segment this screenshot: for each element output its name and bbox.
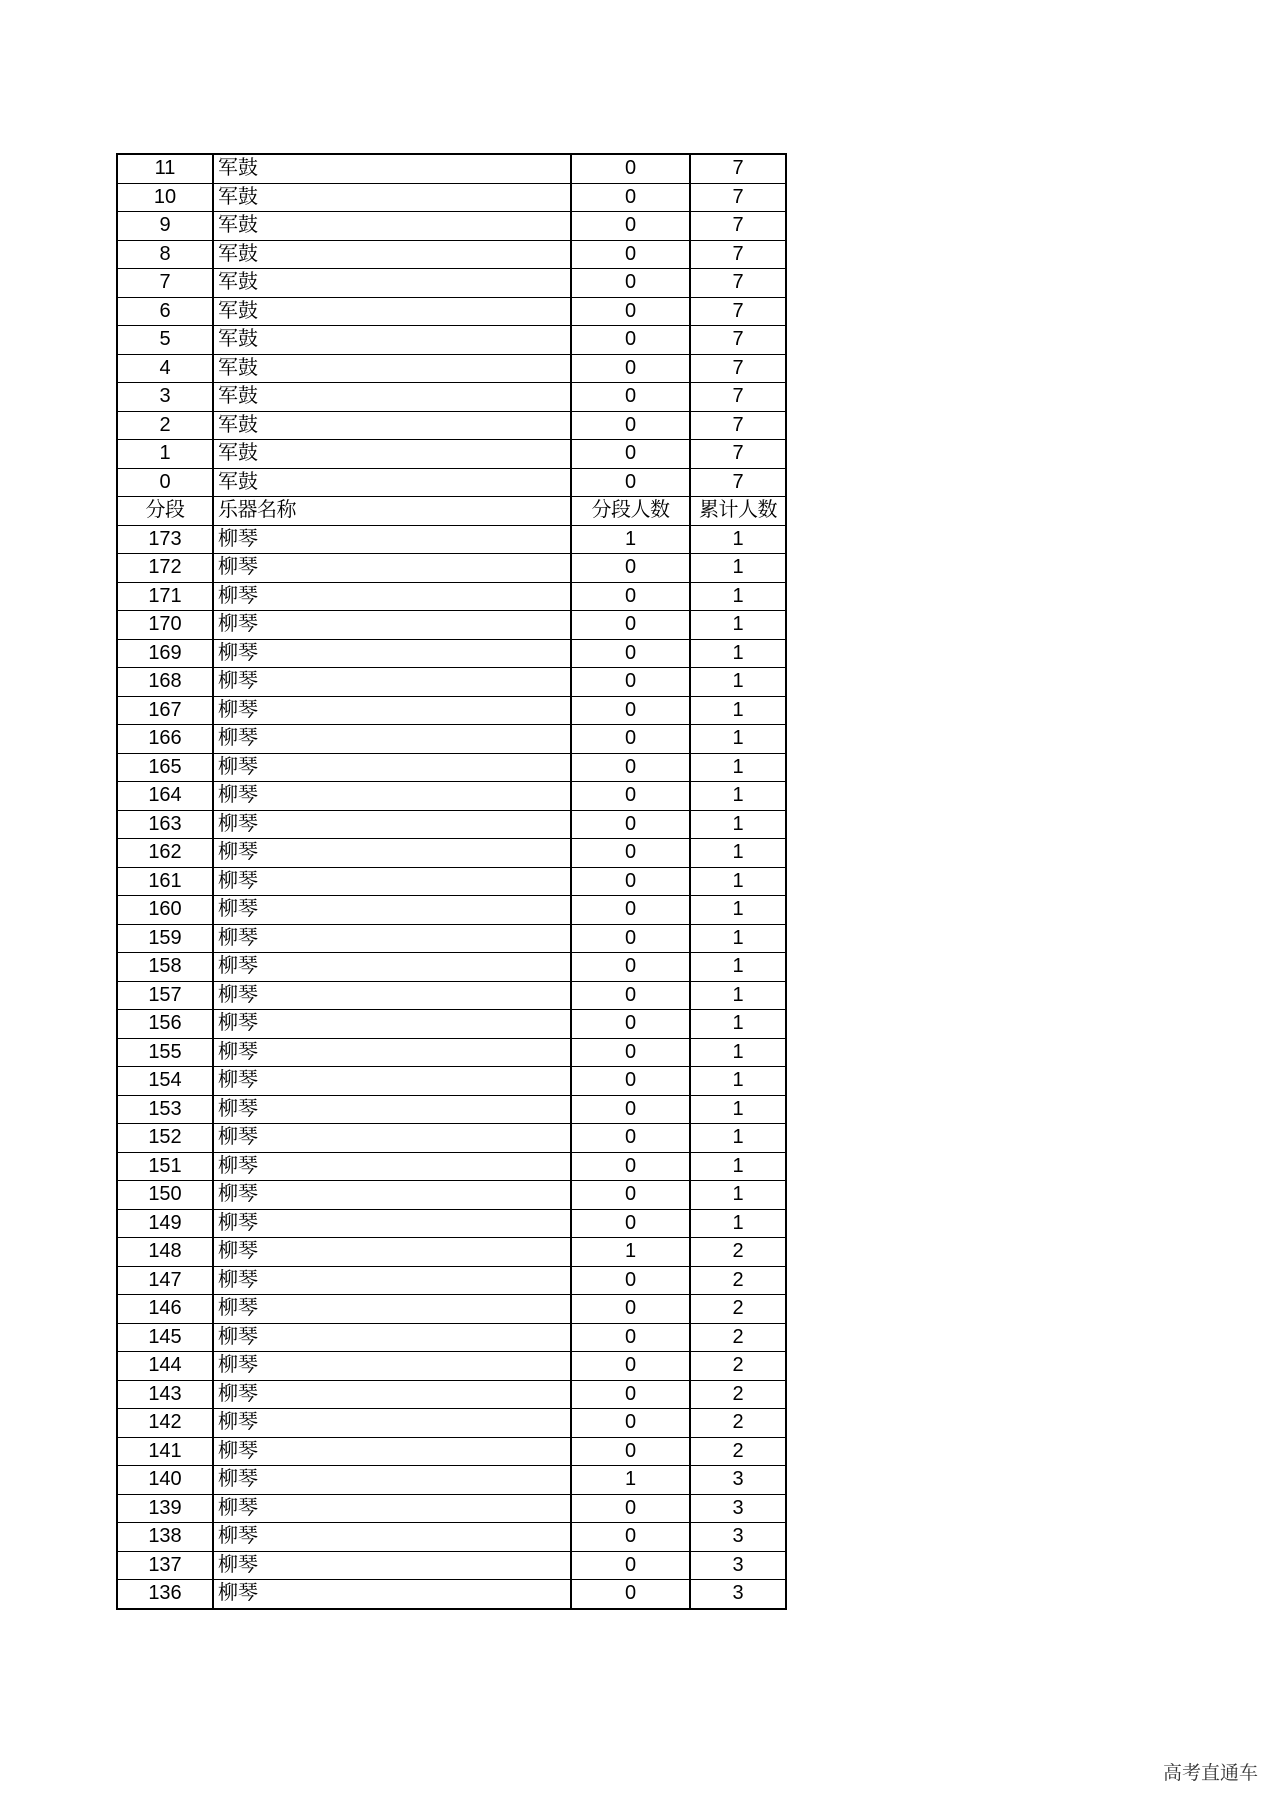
table-row bbox=[117, 953, 786, 982]
instrument-cell: 柳琴 bbox=[213, 725, 571, 754]
table-row bbox=[117, 354, 786, 383]
segment-count-cell: 0 bbox=[571, 725, 690, 754]
cumulative-count-cell: 2 bbox=[690, 1409, 786, 1438]
segment-count-cell: 0 bbox=[571, 1380, 690, 1409]
segment-count-cell: 0 bbox=[571, 1295, 690, 1324]
segment-count-cell: 0 bbox=[571, 1580, 690, 1609]
cumulative-count-cell: 1 bbox=[690, 611, 786, 640]
table-row bbox=[117, 981, 786, 1010]
table-row bbox=[117, 1323, 786, 1352]
segment-count-cell: 0 bbox=[571, 240, 690, 269]
cumulative-count-cell: 2 bbox=[690, 1238, 786, 1267]
table-row bbox=[117, 782, 786, 811]
table-row bbox=[117, 867, 786, 896]
score-cell: 159 bbox=[117, 924, 213, 953]
score-cell: 149 bbox=[117, 1209, 213, 1238]
segment-count-cell: 0 bbox=[571, 782, 690, 811]
segment-count-cell: 0 bbox=[571, 383, 690, 412]
table-row bbox=[117, 753, 786, 782]
table-row bbox=[117, 1295, 786, 1324]
score-cell: 166 bbox=[117, 725, 213, 754]
segment-count-cell: 0 bbox=[571, 1181, 690, 1210]
segment-count-cell: 0 bbox=[571, 611, 690, 640]
cumulative-count-cell: 3 bbox=[690, 1494, 786, 1523]
segment-count-cell: 1 bbox=[571, 1466, 690, 1495]
table-row bbox=[117, 839, 786, 868]
instrument-cell: 军鼓 bbox=[213, 183, 571, 212]
instrument-cell: 柳琴 bbox=[213, 867, 571, 896]
cumulative-count-cell: 1 bbox=[690, 582, 786, 611]
instrument-cell: 柳琴 bbox=[213, 1209, 571, 1238]
score-cell: 150 bbox=[117, 1181, 213, 1210]
table-row bbox=[117, 639, 786, 668]
cumulative-count-cell: 2 bbox=[690, 1352, 786, 1381]
table-row bbox=[117, 1494, 786, 1523]
table-row bbox=[117, 1238, 786, 1267]
cumulative-count-cell: 7 bbox=[690, 240, 786, 269]
score-cell: 11 bbox=[117, 154, 213, 183]
segment-count-cell: 0 bbox=[571, 981, 690, 1010]
instrument-cell: 柳琴 bbox=[213, 953, 571, 982]
segment-count-cell: 0 bbox=[571, 839, 690, 868]
score-cell: 172 bbox=[117, 554, 213, 583]
segment-count-cell: 0 bbox=[571, 924, 690, 953]
score-cell: 5 bbox=[117, 326, 213, 355]
cumulative-count-cell: 7 bbox=[690, 183, 786, 212]
instrument-cell: 柳琴 bbox=[213, 1523, 571, 1552]
table-row bbox=[117, 924, 786, 953]
cumulative-count-cell: 1 bbox=[690, 896, 786, 925]
instrument-cell: 柳琴 bbox=[213, 1095, 571, 1124]
segment-count-cell: 0 bbox=[571, 896, 690, 925]
cumulative-count-cell: 7 bbox=[690, 354, 786, 383]
table-row bbox=[117, 1266, 786, 1295]
instrument-cell: 柳琴 bbox=[213, 924, 571, 953]
table-row bbox=[117, 411, 786, 440]
segment-count-cell: 0 bbox=[571, 753, 690, 782]
cumulative-count-cell: 3 bbox=[690, 1466, 786, 1495]
cumulative-count-cell: 2 bbox=[690, 1380, 786, 1409]
instrument-cell: 军鼓 bbox=[213, 240, 571, 269]
table-row bbox=[117, 725, 786, 754]
segment-count-cell: 0 bbox=[571, 582, 690, 611]
score-cell: 152 bbox=[117, 1124, 213, 1153]
score-cell: 154 bbox=[117, 1067, 213, 1096]
cumulative-count-cell: 7 bbox=[690, 269, 786, 298]
instrument-cell: 柳琴 bbox=[213, 582, 571, 611]
cumulative-count-cell: 1 bbox=[690, 1038, 786, 1067]
instrument-cell: 军鼓 bbox=[213, 326, 571, 355]
cumulative-count-cell: 1 bbox=[690, 753, 786, 782]
score-cell: 140 bbox=[117, 1466, 213, 1495]
instrument-cell: 军鼓 bbox=[213, 269, 571, 298]
cumulative-count-cell: 2 bbox=[690, 1266, 786, 1295]
table-row bbox=[117, 896, 786, 925]
table-row bbox=[117, 183, 786, 212]
score-cell: 171 bbox=[117, 582, 213, 611]
table-row bbox=[117, 1466, 786, 1495]
table-row bbox=[117, 154, 786, 183]
score-cell: 167 bbox=[117, 696, 213, 725]
instrument-cell: 柳琴 bbox=[213, 1380, 571, 1409]
cumulative-count-cell: 1 bbox=[690, 782, 786, 811]
instrument-cell: 军鼓 bbox=[213, 411, 571, 440]
cumulative-count-cell: 1 bbox=[690, 639, 786, 668]
instrument-cell: 柳琴 bbox=[213, 1124, 571, 1153]
segment-count-cell: 1 bbox=[571, 525, 690, 554]
cumulative-count-cell: 7 bbox=[690, 411, 786, 440]
segment-count-cell: 0 bbox=[571, 1038, 690, 1067]
instrument-cell: 军鼓 bbox=[213, 383, 571, 412]
instrument-cell: 柳琴 bbox=[213, 1067, 571, 1096]
score-cell: 158 bbox=[117, 953, 213, 982]
instrument-cell: 柳琴 bbox=[213, 1152, 571, 1181]
score-cell: 4 bbox=[117, 354, 213, 383]
segment-count-cell: 0 bbox=[571, 1095, 690, 1124]
cumulative-count-cell: 1 bbox=[690, 839, 786, 868]
table-row bbox=[117, 611, 786, 640]
score-cell: 9 bbox=[117, 212, 213, 241]
cumulative-count-cell: 1 bbox=[690, 1209, 786, 1238]
table-row bbox=[117, 1124, 786, 1153]
cumulative-count-cell: 7 bbox=[690, 468, 786, 497]
instrument-cell: 军鼓 bbox=[213, 212, 571, 241]
table-row bbox=[117, 240, 786, 269]
instrument-cell: 柳琴 bbox=[213, 668, 571, 697]
segment-count-cell: 0 bbox=[571, 440, 690, 469]
instrument-cell: 乐器名称 bbox=[213, 497, 571, 526]
table-row bbox=[117, 440, 786, 469]
score-cell: 141 bbox=[117, 1437, 213, 1466]
table-row bbox=[117, 212, 786, 241]
segment-count-cell: 0 bbox=[571, 1067, 690, 1096]
instrument-cell: 柳琴 bbox=[213, 1437, 571, 1466]
cumulative-count-cell: 1 bbox=[690, 953, 786, 982]
instrument-cell: 柳琴 bbox=[213, 981, 571, 1010]
score-cell: 146 bbox=[117, 1295, 213, 1324]
table-row bbox=[117, 1551, 786, 1580]
score-cell: 10 bbox=[117, 183, 213, 212]
table-row bbox=[117, 1095, 786, 1124]
table-row bbox=[117, 468, 786, 497]
segment-count-cell: 0 bbox=[571, 297, 690, 326]
score-cell: 138 bbox=[117, 1523, 213, 1552]
score-cell: 173 bbox=[117, 525, 213, 554]
instrument-cell: 柳琴 bbox=[213, 554, 571, 583]
score-cell: 153 bbox=[117, 1095, 213, 1124]
score-cell: 151 bbox=[117, 1152, 213, 1181]
instrument-cell: 柳琴 bbox=[213, 1466, 571, 1495]
cumulative-count-cell: 1 bbox=[690, 924, 786, 953]
instrument-cell: 柳琴 bbox=[213, 839, 571, 868]
instrument-cell: 军鼓 bbox=[213, 297, 571, 326]
cumulative-count-cell: 1 bbox=[690, 1124, 786, 1153]
table-row bbox=[117, 1067, 786, 1096]
cumulative-count-cell: 1 bbox=[690, 525, 786, 554]
cumulative-count-cell: 7 bbox=[690, 212, 786, 241]
score-cell: 162 bbox=[117, 839, 213, 868]
table-row bbox=[117, 1580, 786, 1609]
table-row bbox=[117, 582, 786, 611]
segment-count-cell: 0 bbox=[571, 1437, 690, 1466]
score-cell: 3 bbox=[117, 383, 213, 412]
segment-count-cell: 0 bbox=[571, 269, 690, 298]
score-cell: 161 bbox=[117, 867, 213, 896]
table-row bbox=[117, 696, 786, 725]
score-cell: 169 bbox=[117, 639, 213, 668]
segment-count-cell: 0 bbox=[571, 154, 690, 183]
watermark-text: 高考直通车 bbox=[1162, 1762, 1258, 1784]
segment-count-cell: 0 bbox=[571, 1352, 690, 1381]
cumulative-count-cell: 7 bbox=[690, 440, 786, 469]
segment-count-cell: 0 bbox=[571, 953, 690, 982]
segment-count-cell: 0 bbox=[571, 696, 690, 725]
instrument-cell: 军鼓 bbox=[213, 354, 571, 383]
instrument-cell: 柳琴 bbox=[213, 1580, 571, 1609]
score-cell: 168 bbox=[117, 668, 213, 697]
segment-count-cell: 0 bbox=[571, 668, 690, 697]
instrument-cell: 柳琴 bbox=[213, 1295, 571, 1324]
segment-count-cell: 0 bbox=[571, 468, 690, 497]
table-row bbox=[117, 297, 786, 326]
segment-count-cell: 0 bbox=[571, 1152, 690, 1181]
table-row bbox=[117, 1010, 786, 1039]
segment-count-cell: 0 bbox=[571, 1523, 690, 1552]
score-cell: 156 bbox=[117, 1010, 213, 1039]
score-cell: 157 bbox=[117, 981, 213, 1010]
cumulative-count-cell: 1 bbox=[690, 1181, 786, 1210]
table-row bbox=[117, 1523, 786, 1552]
score-cell: 165 bbox=[117, 753, 213, 782]
instrument-cell: 柳琴 bbox=[213, 1551, 571, 1580]
score-distribution-table bbox=[116, 153, 787, 1610]
cumulative-count-cell: 1 bbox=[690, 554, 786, 583]
score-cell: 142 bbox=[117, 1409, 213, 1438]
table-row bbox=[117, 1437, 786, 1466]
score-cell: 164 bbox=[117, 782, 213, 811]
score-cell: 136 bbox=[117, 1580, 213, 1609]
instrument-cell: 柳琴 bbox=[213, 696, 571, 725]
cumulative-count-cell: 7 bbox=[690, 154, 786, 183]
cumulative-count-cell: 1 bbox=[690, 867, 786, 896]
instrument-cell: 柳琴 bbox=[213, 782, 571, 811]
cumulative-count-cell: 7 bbox=[690, 326, 786, 355]
cumulative-count-cell: 1 bbox=[690, 696, 786, 725]
table-row bbox=[117, 326, 786, 355]
instrument-cell: 军鼓 bbox=[213, 154, 571, 183]
cumulative-count-cell: 2 bbox=[690, 1295, 786, 1324]
score-cell: 160 bbox=[117, 896, 213, 925]
table-row bbox=[117, 810, 786, 839]
segment-count-cell: 0 bbox=[571, 639, 690, 668]
segment-count-cell: 0 bbox=[571, 1266, 690, 1295]
instrument-cell: 柳琴 bbox=[213, 1038, 571, 1067]
instrument-cell: 柳琴 bbox=[213, 611, 571, 640]
score-cell: 8 bbox=[117, 240, 213, 269]
instrument-cell: 柳琴 bbox=[213, 896, 571, 925]
cumulative-count-cell: 累计人数 bbox=[690, 497, 786, 526]
instrument-cell: 柳琴 bbox=[213, 1181, 571, 1210]
cumulative-count-cell: 7 bbox=[690, 297, 786, 326]
score-cell: 170 bbox=[117, 611, 213, 640]
instrument-cell: 柳琴 bbox=[213, 1238, 571, 1267]
score-cell: 148 bbox=[117, 1238, 213, 1267]
instrument-cell: 柳琴 bbox=[213, 810, 571, 839]
segment-count-cell: 0 bbox=[571, 1551, 690, 1580]
cumulative-count-cell: 2 bbox=[690, 1323, 786, 1352]
cumulative-count-cell: 3 bbox=[690, 1551, 786, 1580]
segment-count-cell: 0 bbox=[571, 183, 690, 212]
score-cell: 155 bbox=[117, 1038, 213, 1067]
cumulative-count-cell: 1 bbox=[690, 810, 786, 839]
table-header-row bbox=[117, 497, 786, 526]
segment-count-cell: 0 bbox=[571, 1010, 690, 1039]
table-row bbox=[117, 1352, 786, 1381]
table-row bbox=[117, 1409, 786, 1438]
instrument-cell: 柳琴 bbox=[213, 1323, 571, 1352]
score-cell: 145 bbox=[117, 1323, 213, 1352]
segment-count-cell: 0 bbox=[571, 1124, 690, 1153]
score-cell: 2 bbox=[117, 411, 213, 440]
segment-count-cell: 分段人数 bbox=[571, 497, 690, 526]
table-row bbox=[117, 1209, 786, 1238]
instrument-cell: 柳琴 bbox=[213, 1494, 571, 1523]
table-row bbox=[117, 554, 786, 583]
cumulative-count-cell: 7 bbox=[690, 383, 786, 412]
table-row bbox=[117, 1380, 786, 1409]
cumulative-count-cell: 1 bbox=[690, 1067, 786, 1096]
segment-count-cell: 1 bbox=[571, 1238, 690, 1267]
instrument-cell: 柳琴 bbox=[213, 1266, 571, 1295]
table-row bbox=[117, 668, 786, 697]
cumulative-count-cell: 2 bbox=[690, 1437, 786, 1466]
table-row bbox=[117, 525, 786, 554]
table-row bbox=[117, 1038, 786, 1067]
segment-count-cell: 0 bbox=[571, 810, 690, 839]
score-cell: 6 bbox=[117, 297, 213, 326]
segment-count-cell: 0 bbox=[571, 1409, 690, 1438]
table-row bbox=[117, 383, 786, 412]
segment-count-cell: 0 bbox=[571, 354, 690, 383]
segment-count-cell: 0 bbox=[571, 867, 690, 896]
table-body bbox=[117, 154, 786, 1609]
segment-count-cell: 0 bbox=[571, 554, 690, 583]
score-cell: 137 bbox=[117, 1551, 213, 1580]
score-cell: 144 bbox=[117, 1352, 213, 1381]
instrument-cell: 军鼓 bbox=[213, 440, 571, 469]
cumulative-count-cell: 1 bbox=[690, 1095, 786, 1124]
score-cell: 163 bbox=[117, 810, 213, 839]
score-cell: 143 bbox=[117, 1380, 213, 1409]
segment-count-cell: 0 bbox=[571, 1494, 690, 1523]
segment-count-cell: 0 bbox=[571, 1209, 690, 1238]
cumulative-count-cell: 1 bbox=[690, 981, 786, 1010]
instrument-cell: 柳琴 bbox=[213, 639, 571, 668]
segment-count-cell: 0 bbox=[571, 1323, 690, 1352]
table-row bbox=[117, 269, 786, 298]
score-cell: 分段 bbox=[117, 497, 213, 526]
instrument-cell: 军鼓 bbox=[213, 468, 571, 497]
instrument-cell: 柳琴 bbox=[213, 525, 571, 554]
instrument-cell: 柳琴 bbox=[213, 753, 571, 782]
table-row bbox=[117, 1181, 786, 1210]
instrument-cell: 柳琴 bbox=[213, 1409, 571, 1438]
instrument-cell: 柳琴 bbox=[213, 1352, 571, 1381]
score-cell: 1 bbox=[117, 440, 213, 469]
score-cell: 7 bbox=[117, 269, 213, 298]
cumulative-count-cell: 1 bbox=[690, 668, 786, 697]
cumulative-count-cell: 3 bbox=[690, 1523, 786, 1552]
cumulative-count-cell: 3 bbox=[690, 1580, 786, 1609]
table-row bbox=[117, 1152, 786, 1181]
cumulative-count-cell: 1 bbox=[690, 1152, 786, 1181]
instrument-cell: 柳琴 bbox=[213, 1010, 571, 1039]
cumulative-count-cell: 1 bbox=[690, 1010, 786, 1039]
segment-count-cell: 0 bbox=[571, 212, 690, 241]
segment-count-cell: 0 bbox=[571, 411, 690, 440]
cumulative-count-cell: 1 bbox=[690, 725, 786, 754]
score-cell: 0 bbox=[117, 468, 213, 497]
segment-count-cell: 0 bbox=[571, 326, 690, 355]
score-cell: 147 bbox=[117, 1266, 213, 1295]
score-cell: 139 bbox=[117, 1494, 213, 1523]
